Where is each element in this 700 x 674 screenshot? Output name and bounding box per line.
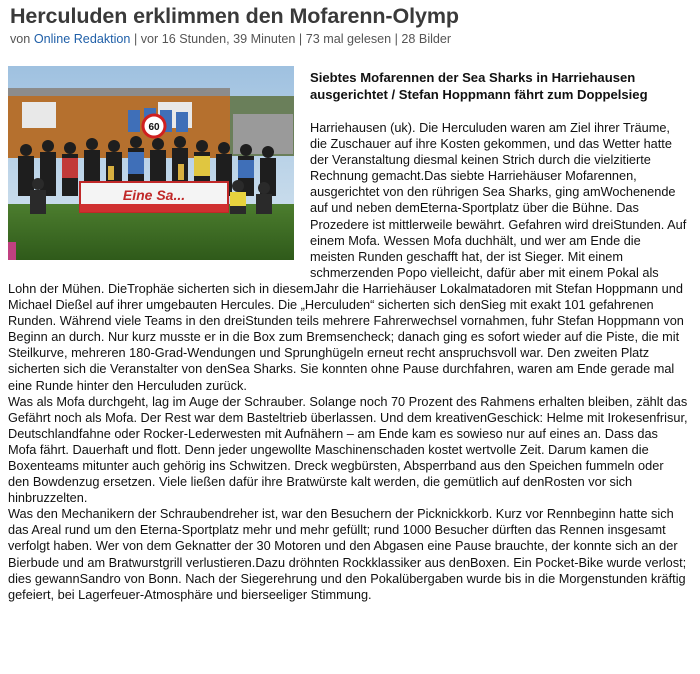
article-lead: Siebtes Mofarennen der Sea Sharks in Harriehausen ausgerichtet / Stefan Hoppmann fährt zum Doppelsieg	[310, 70, 648, 102]
group-photo-image[interactable]	[8, 66, 294, 260]
article-body	[8, 64, 688, 603]
paragraph-2: Was als Mofa durchgeht, lag im Auge der Schrauber. Solange noch 70 Prozent des Rahmens erhalten bleiben, zählt das Gefährt noch als Mofa. Der Rest war dem Basteltrieb überlassen. Und dem kreativenGeschick: Helme mit Irokesenfrisur, Deutschlandfahne oder Rocker-Lederwesten mit Aufnähern – am Ende kam es sowieso nur auf eines an. Dass das Mofa fährt. Dauerhaft und flott. Denn jeder ungewollte Maschinenschaden kostet wertvolle Zeit. Darum kamen die Boxenteams mitunter auch gehörig ins Schwitzen. Dreck wegbürsten, Absperrband aus den Speichen fummeln oder den Bowdenzug ersetzen. Viele ließen dafür ihre Bratwürste kalt werden, die gemütlich auf denRosten vor sich hinbruzzelten.	[8, 393, 688, 506]
meta-reads: 73 mal gelesen |	[305, 32, 398, 46]
paragraph-3: Was den Mechanikern der Schraubendreher ist, war den Besuchern der Picknickkorb. Kurz vor Rennbeginn hatte sich das Areal rund um den Eterna-Sportplatz mehr und mehr gefüllt; rund 1000 Besucher dürften das Rennen insgesamt verfolgt haben. Wer von dem Geknatter der 30 Motoren und den Abgasen eine Pause brauchte, der konnte sich an der Bierbude und am Bratwurstgrill verlustieren.Dazu dröhnten Rockklassiker aus denBoxen. Ein Pocket-Bike wurde verlost; dies gewannSandro von Bonn. Nach der Siegerehrung und den Pokalübergaben wurde bis in die Morgenstunden kräftig gefeiert, bei Lagerfeuer-Atmosphäre und bierseeliger Stimmung.	[8, 506, 687, 602]
author-link[interactable]: Online Redaktion	[33, 32, 131, 46]
meta-images: 28 Bilder	[401, 32, 452, 46]
meta-prefix: von	[10, 32, 31, 46]
banner-text: Eine Sa...	[122, 187, 186, 203]
article-title: Herculuden erklimmen den Mofarenn-Olymp	[10, 4, 459, 28]
meta-time: | vor 16 Stunden, 39 Minuten |	[133, 32, 303, 46]
speed-sign-text: 60	[148, 122, 160, 133]
paragraph-1: Harriehausen (uk). Die Herculuden waren am Ziel ihrer Träume, die Zuschauer auf ihre Kosten gekommen, und das Wetter hatte der Veranstaltung diesmal keinen Strich durch die vielzitierte Rechnung gemacht.Das siebte Harriehäuser Mofarennen, ausgerichtet von den rührigen Sea Sharks, ging amWochenende auf und neben demEterna-Sportplatz über die Bühne. Das Prozedere ist mittlerweile bewährt. Gefahren wird dreiStunden. Auf einem Mofa. Wessen Mofa duchhält, und wer am Ende die meisten Runden geschafft hat, der ist Sieger. Mit einem schmerzenden Popo vielleicht, dafür aber mit einem Pokal als Lohn der Mühen. DieTrophäe sicherten sich in diesemJahr die Harriehäuser Lokalmatadoren mit Stefan Hoppmann und Michael Dießel auf ihrer umgebauten Hercules. Die „Herculuden“ sicherten sich denSieg mit exakt 101 gefahrenen Runden. Während viele Teams in den dreiStunden teils mehrere Fahrerwechsel vornahmen, fuhr Stefan Hoppmann von Beginn an durch. Nur kurz musste er in die Box zum Bremsencheck; danach ging es sofort wieder auf die Piste, die mit Steilkurve, mehreren 180-Grad-Wendungen und Sprunghügeln erneut recht anspruchsvoll war. Den zweiten Platz sicherten sich die Veranstalter von denSea Sharks. Sie konnten ohne Pause durchfahren, waren am Ende gerade mal eine Runde hinter den Herculuden zurück.	[8, 120, 687, 393]
article-meta	[10, 32, 451, 46]
